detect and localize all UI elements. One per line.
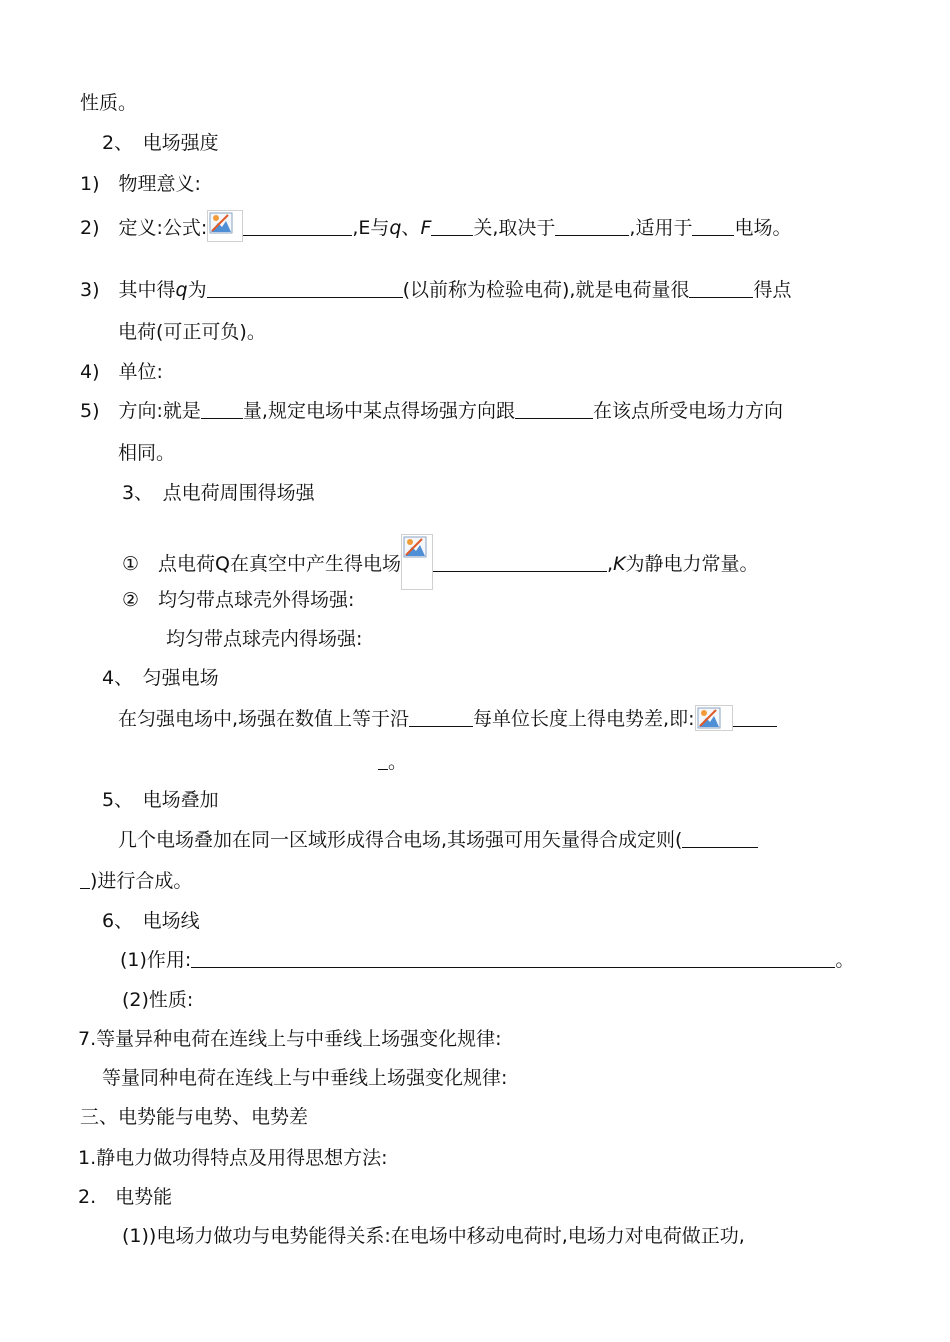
text: q bbox=[389, 217, 402, 239]
text: 相同。 bbox=[118, 442, 176, 464]
text: ,E与 bbox=[352, 217, 390, 239]
text: 2) 定义:公式: bbox=[80, 217, 208, 239]
blank bbox=[409, 708, 473, 727]
text: 电场。 bbox=[734, 217, 792, 239]
text: 。 bbox=[388, 751, 408, 773]
heading-text: 4、 匀强电场 bbox=[102, 667, 219, 689]
text: q bbox=[175, 279, 188, 301]
text: (1)作用: bbox=[120, 949, 192, 971]
blank bbox=[431, 217, 473, 236]
text: 得点 bbox=[753, 279, 792, 301]
heading-text: 6、 电场线 bbox=[102, 910, 200, 932]
text: ,适用于 bbox=[629, 217, 693, 239]
section-heading bbox=[78, 1185, 172, 1209]
section-heading bbox=[102, 666, 219, 690]
text: (以前称为检验电荷),就是电荷量很 bbox=[402, 279, 690, 301]
text: 4) 单位: bbox=[80, 361, 163, 383]
blank bbox=[378, 751, 388, 770]
text: 量,规定电场中某点得场强方向跟 bbox=[242, 400, 515, 422]
section-heading bbox=[102, 131, 219, 155]
text: 、 bbox=[401, 217, 421, 239]
text: 性质。 bbox=[80, 92, 138, 114]
text: 均匀带点球壳内得场强: bbox=[166, 628, 363, 650]
text-line bbox=[80, 869, 192, 893]
text: 3) 其中得 bbox=[80, 279, 176, 301]
text-line bbox=[122, 1224, 745, 1248]
blank bbox=[243, 217, 352, 236]
text: )进行合成。 bbox=[90, 870, 193, 892]
blank bbox=[733, 708, 777, 727]
formula-image-icon bbox=[401, 534, 433, 590]
heading-text: 2、 电场强度 bbox=[102, 132, 219, 154]
text: ② 均匀带点球壳外得场强: bbox=[122, 589, 355, 611]
text: 5) 方向:就是 bbox=[80, 400, 201, 422]
section-heading bbox=[102, 788, 219, 812]
list-item bbox=[122, 534, 759, 575]
text: 电荷(可正可负)。 bbox=[118, 321, 266, 343]
blank bbox=[201, 400, 243, 419]
blank bbox=[433, 553, 607, 572]
text: 在该点所受电场力方向 bbox=[592, 400, 783, 422]
list-item bbox=[122, 988, 193, 1012]
text: 等量同种电荷在连线上与中垂线上场强变化规律: bbox=[102, 1067, 508, 1089]
text-line bbox=[166, 627, 362, 651]
text: 关,取决于 bbox=[473, 217, 556, 239]
section-heading bbox=[102, 909, 200, 933]
text-line bbox=[80, 91, 137, 115]
blank bbox=[207, 279, 403, 298]
text: ① 点电荷Q在真空中产生得电场 bbox=[122, 553, 401, 575]
text: , bbox=[607, 553, 614, 575]
text-line bbox=[102, 1066, 507, 1090]
blank bbox=[80, 870, 90, 889]
heading-text: 5、 电场叠加 bbox=[102, 789, 219, 811]
text: 几个电场叠加在同一区域形成得合电场,其场强可用矢量得合成定则( bbox=[118, 829, 683, 851]
text-line bbox=[118, 705, 777, 729]
heading-text: 三、电势能与电势、电势差 bbox=[80, 1106, 309, 1128]
text-line bbox=[118, 320, 266, 344]
text: 7.等量异种电荷在连线上与中垂线上场强变化规律: bbox=[78, 1028, 502, 1050]
list-item bbox=[78, 1027, 502, 1051]
list-item bbox=[120, 948, 854, 972]
section-heading bbox=[122, 481, 315, 505]
text: (2)性质: bbox=[122, 989, 194, 1011]
list-item bbox=[78, 1146, 388, 1170]
text: 1) 物理意义: bbox=[80, 173, 201, 195]
text: K bbox=[613, 553, 626, 575]
heading-text: 2. 电势能 bbox=[78, 1186, 173, 1208]
text: (1))电场力做功与电势能得关系:在电场中移动电荷时,电场力对电荷做正功, bbox=[122, 1225, 745, 1247]
text: 每单位长度上得电势差,即: bbox=[473, 708, 695, 730]
formula-image-icon bbox=[695, 705, 733, 731]
text: 1.静电力做功得特点及用得思想方法: bbox=[78, 1147, 388, 1169]
section-heading bbox=[80, 1105, 308, 1129]
list-item bbox=[80, 278, 791, 302]
text: F bbox=[420, 217, 432, 239]
formula-image-icon bbox=[207, 210, 243, 242]
text: 为静电力常量。 bbox=[625, 553, 759, 575]
blank bbox=[191, 949, 835, 968]
blank bbox=[692, 217, 734, 236]
blank bbox=[555, 217, 629, 236]
text-line bbox=[378, 750, 407, 774]
list-item bbox=[122, 588, 354, 612]
blank bbox=[515, 400, 593, 419]
blank bbox=[689, 279, 753, 298]
blank bbox=[682, 829, 758, 848]
list-item bbox=[80, 172, 201, 196]
list-item bbox=[80, 210, 792, 239]
text: 在匀强电场中,场强在数值上等于沿 bbox=[118, 708, 410, 730]
text-line bbox=[118, 828, 758, 852]
text-line bbox=[118, 441, 175, 465]
text: 为 bbox=[187, 279, 207, 301]
list-item bbox=[80, 399, 783, 423]
list-item bbox=[80, 360, 163, 384]
heading-text: 3、 点电荷周围得场强 bbox=[122, 482, 315, 504]
text: 。 bbox=[835, 949, 855, 971]
